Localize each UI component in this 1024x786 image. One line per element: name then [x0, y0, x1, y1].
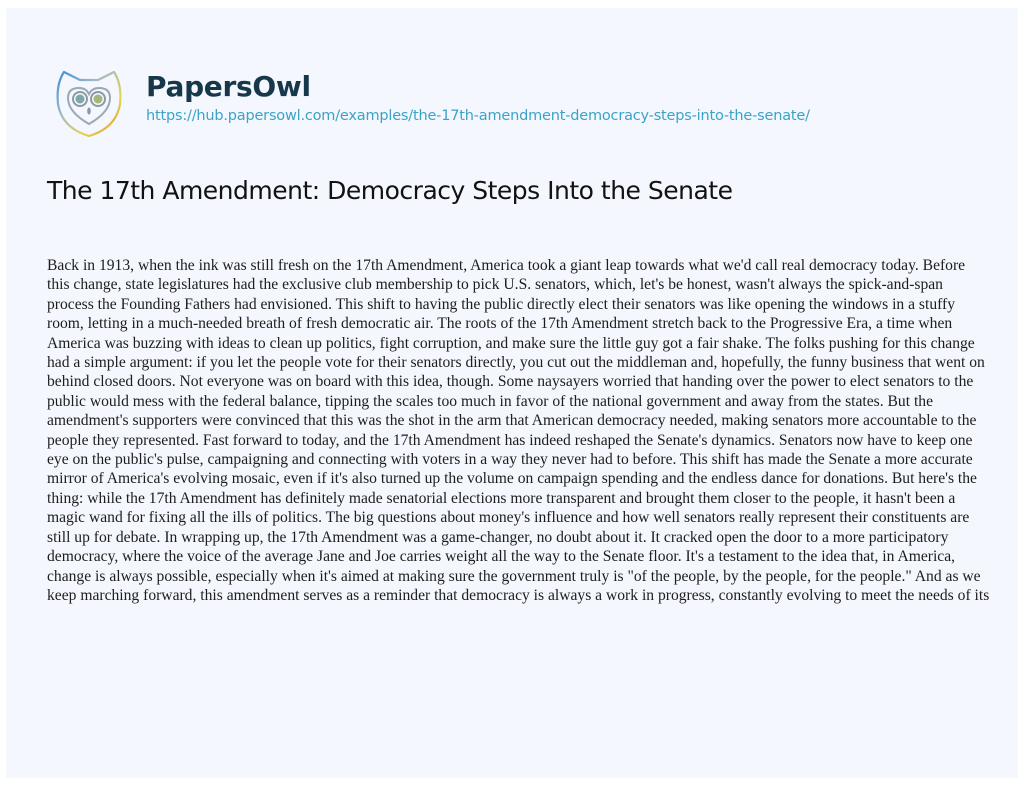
article-paragraph: Back in 1913, when the ink was still fresh on the 17th Amendment, America took a giant leap towards what we'd call real democracy today. Before this change, state legislatures had the exclusive club membership to pick U.S. senators, which, let's be honest, wasn't always the spick-and-span process the Founding Fathers had envisioned. This shift to having the public directly elect their senators was like opening the windows in a stuffy room, letting in a much-needed breath of fresh democratic air. The roots of the 17th Amendment stretch back to the Progressive Era, a time when America was buzzing with ideas to clean up politics, fight corruption, and make sure the little guy got a fair shake. The folks pushing for this change had a simple argument: if you let the people vote for their senators directly, you cut out the middleman and, hopefully, the funny business that went on behind closed doors. Not everyone was on board with this idea, though. Some naysayers worried that handing over the power to elect senators to the public would mess with the federal balance, tipping the scales too much in favor of the national government and away from the states. But the amendment's supporters were convinced that this was the shot in the arm that American democracy needed, making senators more accountable to the people they represented. Fast forward to today, and the 17th Amendment has indeed reshaped the Senate's dynamics. Senators now have to keep one eye on the public's pulse, campaigning and connecting with voters in a way they never had to before. This shift has made the Senate a more accurate mirror of America's evolving mosaic, even if it's also turned up the volume on campaign spending and the endless dance for donations. But here's the thing: while the 17th Amendment has definitely made senatorial elections more transparent and brought them closer to the people, it hasn't been a magic wand for fixing all the ills of politics. The big questions about money's influence and how well senators really represent their constituents are still up for debate. In wrapping up, the 17th Amendment was a game-changer, no doubt about it. It cracked open the door to a more participatory democracy, where the voice of the average Jane and Joe carries weight all the way to the Senate floor. It's a testament to the idea that, in America, change is always possible, especially when it's aimed at making sure the government truly is "of the people, by the people, for the people." And as we keep marching forward, this amendment serves as a reminder that democracy is always a work in progress, constantly evolving to meet the needs of its	[47, 257, 990, 604]
site-header	[50, 66, 990, 136]
article-body	[47, 256, 991, 605]
owl-logo-icon[interactable]	[50, 66, 128, 140]
article-title: The 17th Amendment: Democracy Steps Into the Senate	[47, 176, 733, 205]
article-url-link[interactable]: https://hub.papersowl.com/examples/the-17th-amendment-democracy-steps-into-the-senate/	[146, 108, 810, 124]
brand-name[interactable]: PapersOwl	[146, 70, 311, 103]
